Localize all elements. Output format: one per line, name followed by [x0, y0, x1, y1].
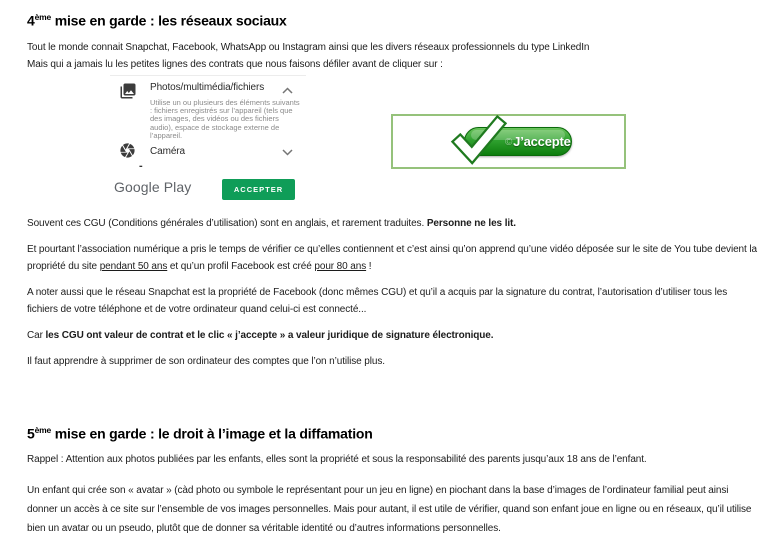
paragraph-valeur-juridique	[27, 327, 758, 344]
photo-library-icon	[118, 82, 138, 100]
jaccepte-label	[505, 128, 571, 155]
paragraph-association-t3: !	[366, 260, 372, 272]
camera-icon	[119, 142, 136, 159]
chevron-up-icon[interactable]	[282, 86, 293, 93]
section5-title-number: 5	[27, 425, 35, 442]
watermark-copyright: ©	[505, 136, 513, 148]
checkmark-icon	[454, 120, 502, 162]
intro-line1: Tout le monde connait Snapchat, Facebook, WhatsApp ou Instagram ainsi que les divers réseaux professionnels du type LinkedIn	[27, 41, 590, 53]
section4-title	[27, 12, 758, 29]
jaccepte-image-frame	[391, 114, 626, 169]
underline-80-ans: pour 80 ans	[314, 260, 367, 272]
intro-line2: Mais qui a jamais lu les petites lignes des contrats que nous faisons défiler avant de cliquer sur :	[27, 58, 443, 70]
play-permissions-dialog	[110, 75, 306, 205]
section5-title-sup: ème	[34, 424, 52, 435]
section5-title-text: mise en garde : le droit à l’image et la diffamation	[51, 425, 373, 442]
paragraph-supprimer: Il faut apprendre à supprimer de son ordinateur des comptes que l’on n’utilise plus.	[27, 355, 385, 367]
paragraph-association-t2: et qu’un profil Facebook est créé	[167, 260, 315, 272]
paragraph-cgu-bold: Personne ne les lit.	[426, 217, 516, 229]
permission-photos-description: Utilise un ou plusieurs des éléments suivants : fichiers enregistrés sur l’appareil (tels que des images, des vidéos ou des fichiers audio), espace de stockage externe de l’appareil.	[150, 97, 300, 141]
section4-title-number: 4	[27, 12, 35, 29]
paragraph-association	[27, 241, 758, 275]
section5-title	[27, 425, 758, 442]
underline-50-ans: pendant 50 ans	[99, 260, 168, 272]
paragraph-cgu-text: Souvent ces CGU (Conditions générales d’utilisation) sont en anglais, et rarement traduites.	[27, 217, 427, 229]
paragraph-valeur-bold: les CGU ont valeur de contrat et le clic « j’accepte » a valeur juridique de signature électronique.	[45, 329, 494, 341]
intro-paragraph	[27, 39, 758, 73]
section4-title-text: mise en garde : les réseaux sociaux	[51, 12, 287, 29]
permission-photos-label: Photos/multimédia/fichiers	[150, 81, 265, 93]
paragraph-avatar: Un enfant qui crée son « avatar » (càd photo ou symbole le représentant pour un jeu en ligne) en piochant dans la base d’images de l’ordinateur familial peut ainsi donner un accès à ce site sur l’ensemble de vos images personnelles. Mais pour autant, il est utile de vérifier, quand son enfant joue en ligne ou en réseaux, qu’il utilise bien un avatar ou un pseudo, plutôt que de donner sa véritable identité ou d’autres informations personnelles.	[27, 485, 752, 535]
paragraph-rappel: Rappel : Attention aux photos publiées par les enfants, elles sont la propriété et sous la responsabilité des parents jusqu’aux 18 ans de l’enfant.	[27, 454, 647, 466]
paragraph-snapchat: A noter aussi que le réseau Snapchat est la propriété de Facebook (donc mêmes CGU) et qu’il a acquis par la signature du contrat, l’autorisation d’utiliser tous les fichiers de votre téléphone et de votre ordinateur quand celui-ci est connecté...	[27, 286, 728, 315]
paragraph-valeur-normal: Car	[27, 329, 46, 341]
permission-camera-label: Caméra	[150, 145, 185, 157]
embedded-images-row	[27, 75, 758, 205]
jaccepte-label-text: J’accepte	[513, 133, 571, 149]
accepter-button[interactable]: ACCEPTER	[222, 179, 295, 200]
dash-mark: -	[139, 159, 143, 172]
paragraph-association-t1: Et pourtant l’association numérique a pris le temps de vérifier ce qu’elles contiennent et c’est ainsi qu’on apprend qu’une vidéo déposée sur le site de You tube devient la propriété du site	[27, 243, 757, 272]
paragraph-cgu	[27, 215, 758, 232]
jaccepte-button[interactable]	[464, 127, 572, 156]
section4-title-sup: ème	[34, 12, 52, 22]
google-play-logo: Google Play	[114, 178, 192, 195]
chevron-down-icon[interactable]	[282, 148, 293, 155]
